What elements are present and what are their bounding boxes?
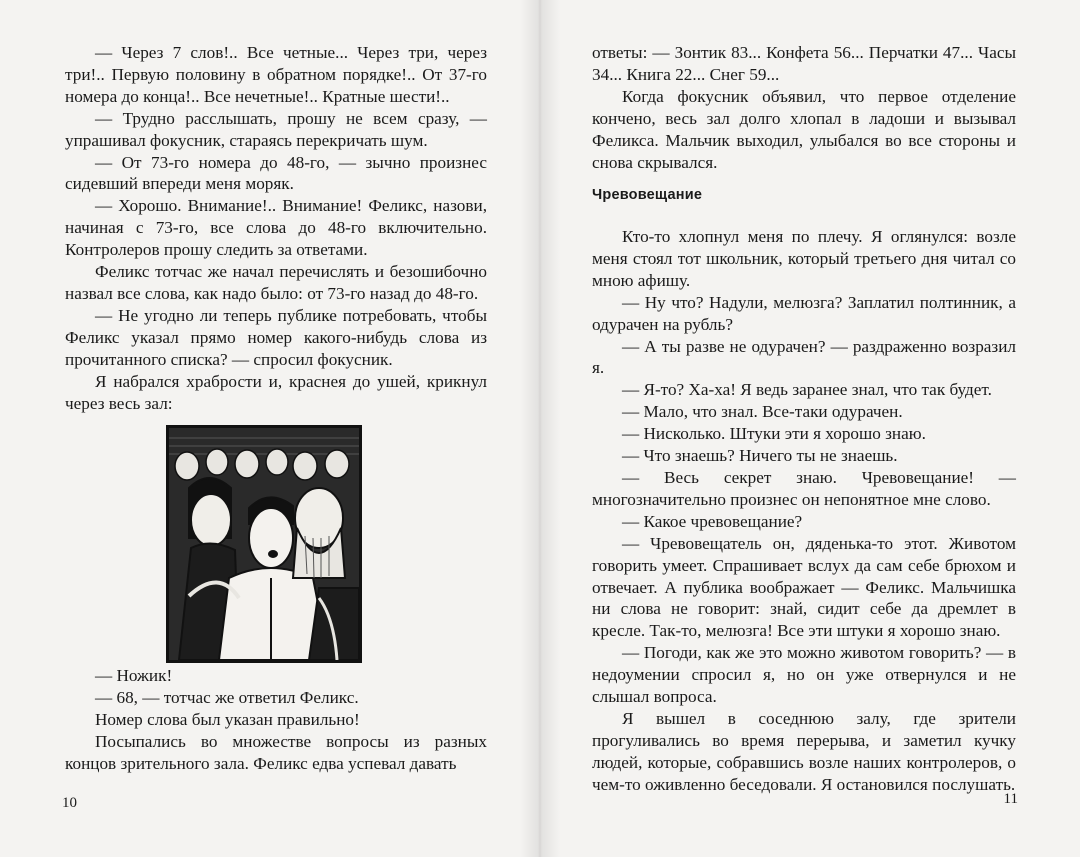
paragraph: — От 73-го номера до 48-го, — зычно произнес сидевший впереди меня моряк. xyxy=(65,152,487,194)
page-number: 11 xyxy=(1003,791,1018,807)
paragraph: Я вышел в соседнюю залу, где зрители прогуливались во время перерыва, и заметил кучку людей, которые, собравшись возле наших контролеров, о чем-то оживленно беседовали. Я остановился послушать. xyxy=(592,708,1016,794)
right-page xyxy=(540,0,1080,857)
paragraph: — 68, — тотчас же ответил Феликс. xyxy=(95,687,359,707)
paragraph: Кто-то хлопнул меня по плечу. Я оглянулся: возле меня стоял тот школьник, который третьего дня читал со мною афишу. xyxy=(592,227,1016,290)
page-number: 10 xyxy=(62,795,77,811)
paragraph: Посыпались во множестве вопросы из разных концов зрительного зала. Феликс едва успевал давать xyxy=(65,731,487,773)
paragraph: — Через 7 слов!.. Все четные... Через три, через три!.. Первую половину в обратном порядке!.. От 37-го номера до конца!.. Все нечетные!.. Кратные шести!.. xyxy=(65,43,487,106)
paragraph: — Мало, что знал. Все-таки одурачен. xyxy=(622,402,903,422)
paragraph: — Хорошо. Внимание!.. Внимание! Феликс, назови, начиная с 73-го, все слова до 48-го включительно. Контролеров прошу следить за ответами. xyxy=(65,196,487,260)
section-heading: Чревовещание xyxy=(592,187,703,203)
paragraph: — Трудно расслышать, прошу не всем сразу, — упрашивал фокусник, стараясь перекричать шум. xyxy=(65,108,487,150)
paragraph: — Я-то? Ха-ха! Я ведь заранее знал, что так будет. xyxy=(622,380,992,400)
paragraph: ответы: — Зонтик 83... Конфета 56... Перчатки 47... Часы 34... Книга 22... Снег 59... xyxy=(592,43,1016,84)
paragraph: — Ну что? Надули, мелюзга? Заплатил полтинник, а одурачен на рубль? xyxy=(592,292,1016,334)
section-heading-block xyxy=(592,185,1016,207)
paragraph: — Чревовещатель он, дяденька-то этот. Животом говорить умеет. Спрашивает вслух да сам себе брюхом и отвечает. А публика воображает — Феликс. Мальчишка ни слова не говорит: знай, сидит себе да дремлет в кресле. Так-то, мелюзга! Все эти штуки я хорошо знаю. xyxy=(592,533,1016,641)
paragraph: Я набрался храбрости и, краснея до ушей, крикнул через весь зал: xyxy=(65,371,487,413)
paragraph: — Весь секрет знаю. Чревовещание! — многозначительно произнес он непонятное мне слово. xyxy=(592,467,1016,509)
paragraph: — А ты разве не одурачен? — раздраженно возразил я. xyxy=(592,336,1016,378)
left-text-block-top xyxy=(65,42,487,414)
left-text-block-bottom xyxy=(65,665,487,775)
illustration-graphic xyxy=(169,428,359,660)
paragraph: Когда фокусник объявил, что первое отделение кончено, весь зал долго хлопал в ладоши и вызывал Феликса. Мальчик выходил, улыбался во все стороны и снова скрывался. xyxy=(592,86,1016,172)
paragraph: Номер слова был указан правильно! xyxy=(95,709,360,729)
paragraph: Феликс тотчас же начал перечислять и безошибочно назвал все слова, как надо было: от 73-го назад до 48-го. xyxy=(65,262,487,303)
right-text-block-top xyxy=(592,42,1016,173)
paragraph: — Погоди, как же это можно животом говорить? — в недоумении спросил я, но он уже отвернулся и не слышал вопроса. xyxy=(592,643,1016,707)
audience-woodcut-illustration xyxy=(166,425,362,663)
paragraph: — Не угодно ли теперь публике потребовать, чтобы Феликс указал прямо номер какого-нибудь слова из прочитанного списка? — спросил фокусник. xyxy=(65,305,487,369)
paragraph: — Нисколько. Штуки эти я хорошо знаю. xyxy=(622,424,926,444)
paragraph: — Что знаешь? Ничего ты не знаешь. xyxy=(622,446,898,466)
paragraph: — Ножик! xyxy=(95,666,173,685)
paragraph: — Какое чревовещание? xyxy=(622,511,803,531)
right-text-block-main xyxy=(592,226,1016,796)
